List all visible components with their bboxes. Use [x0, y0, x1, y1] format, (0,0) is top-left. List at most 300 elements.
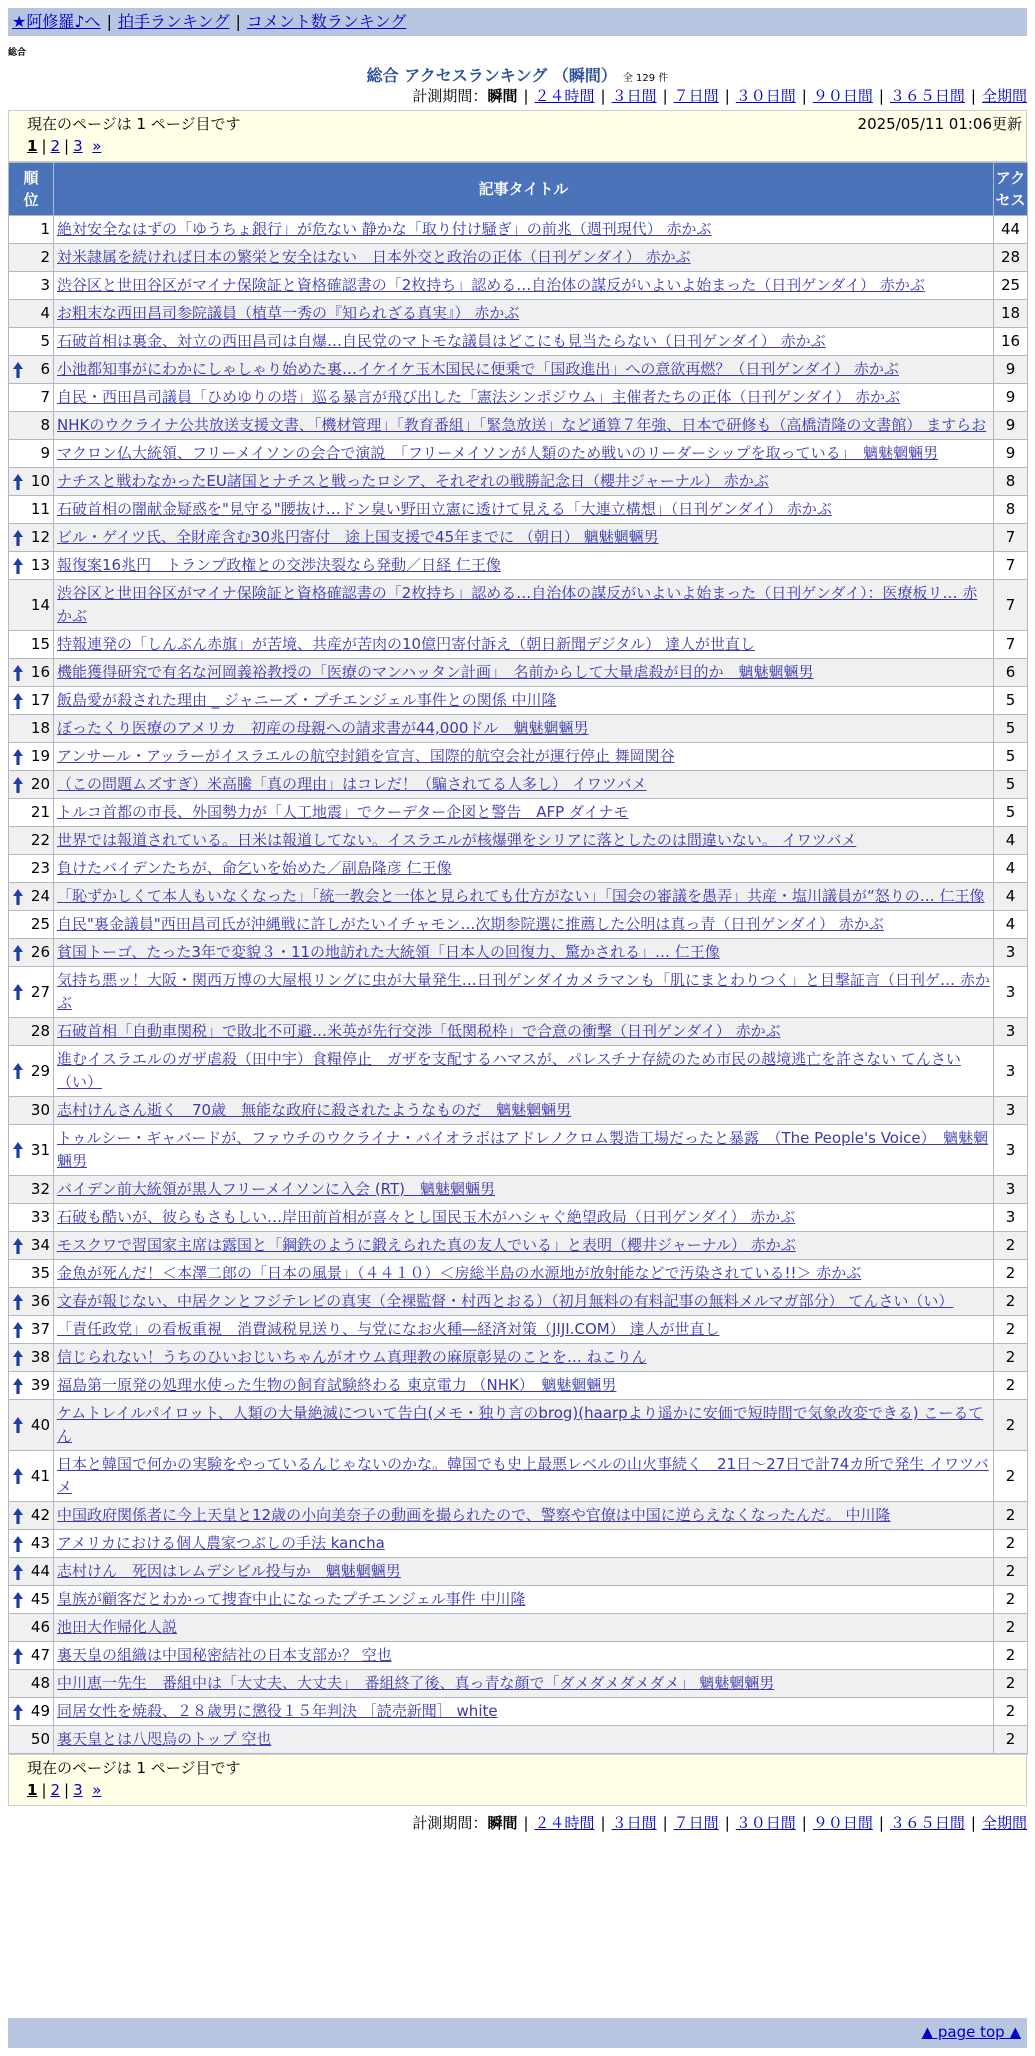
- rank-cell: [9, 1097, 54, 1125]
- access-count: 3: [994, 939, 1028, 967]
- rank-cell: [9, 1642, 54, 1670]
- article-link[interactable]: 「恥ずかしくて本人もいなくなった」「統一教会と一体と見られても仕方がない」「国会の審議を愚弄」共産・塩川議員が“怒りの… 仁王像: [57, 887, 985, 905]
- table-row: [9, 1451, 1028, 1502]
- rank-number: 1: [40, 220, 50, 238]
- title-cell: [54, 743, 994, 771]
- article-link[interactable]: 志村けん 死因はレムデシビル投与か 魑魅魍魎男: [57, 1562, 401, 1580]
- table-row: [9, 1614, 1028, 1642]
- table-row: [9, 1586, 1028, 1614]
- rank-number: 41: [30, 1466, 50, 1485]
- rank-number: 6: [40, 360, 50, 378]
- rank-number: 35: [30, 1264, 50, 1282]
- period-3d-link-bottom[interactable]: ３日間: [611, 1814, 657, 1832]
- rank-number: 47: [30, 1646, 50, 1664]
- rank-number: 31: [30, 1140, 50, 1159]
- title-cell: [54, 300, 994, 328]
- access-count: 4: [994, 911, 1028, 939]
- access-count: 3: [994, 1046, 1028, 1097]
- site-home-link[interactable]: ★阿修羅♪へ: [12, 12, 101, 31]
- page-title-text: 総合 アクセスランキング （瞬間）: [366, 66, 617, 85]
- table-row: [9, 412, 1028, 440]
- article-link[interactable]: 福島第一原発の処理水使った生物の飼育試験終わる 東京電力 （NHK） 魑魅魍魎男: [57, 1376, 617, 1394]
- rank-cell: [9, 1372, 54, 1400]
- page-2-link[interactable]: 2: [50, 137, 61, 155]
- title-cell: [54, 328, 994, 356]
- rank-cell: [9, 1698, 54, 1726]
- table-row: [9, 771, 1028, 799]
- rank-number: 46: [30, 1618, 50, 1636]
- rank-cell: [9, 1558, 54, 1586]
- rank-cell: [9, 384, 54, 412]
- rank-cell: [9, 1125, 54, 1176]
- title-cell: [54, 883, 994, 911]
- rank-number: 20: [30, 775, 50, 793]
- rank-cell: [9, 412, 54, 440]
- rank-number: 19: [30, 747, 50, 765]
- article-link[interactable]: 池田大作帰化人説: [57, 1618, 178, 1636]
- rank-cell: [9, 216, 54, 244]
- access-count: 4: [994, 883, 1028, 911]
- header-rank-label: 順 位: [23, 169, 39, 209]
- table-row: [9, 1316, 1028, 1344]
- rank-number: 25: [30, 915, 50, 933]
- title-cell: [54, 1642, 994, 1670]
- table-row: [9, 580, 1028, 631]
- rank-number: 43: [30, 1534, 50, 1552]
- rank-cell: [9, 1232, 54, 1260]
- up-arrow-icon: [13, 1704, 23, 1720]
- page-next-link-bottom[interactable]: »: [92, 1781, 102, 1799]
- article-link[interactable]: お粗末な西田昌司参院議員（植草一秀の『知られざる真実』） 赤かぶ: [57, 304, 520, 322]
- article-link[interactable]: 石破首相は裏金、対立の西田昌司は自爆…自民党のマトモな議員はどこにも見当たらない（日刊ゲンダイ） 赤かぶ: [57, 332, 826, 350]
- access-count: 5: [994, 743, 1028, 771]
- title-cell: [54, 827, 994, 855]
- access-count: 5: [994, 771, 1028, 799]
- page-3-link[interactable]: 3: [73, 137, 83, 155]
- access-count: 2: [994, 1288, 1028, 1316]
- period-24h-link[interactable]: ２４時間: [534, 87, 595, 105]
- up-arrow-icon: [13, 1508, 23, 1524]
- article-link[interactable]: 同居女性を焼殺、２８歳男に懲役１５年判決 ［読売新聞］ white: [57, 1702, 498, 1720]
- period-all-link[interactable]: 全期間: [981, 87, 1027, 105]
- article-link[interactable]: 機能獲得研究で有名な河岡義裕教授の「医療のマンハッタン計画」 名前からして大量虐殺が目的か 魑魅魍魎男: [57, 663, 814, 681]
- access-count: 3: [994, 1097, 1028, 1125]
- table-row: [9, 468, 1028, 496]
- access-count: 2: [994, 1614, 1028, 1642]
- rank-number: 24: [30, 887, 50, 905]
- article-link[interactable]: 裏天皇の組織は中国秘密結社の日本支部か？ 空也: [57, 1646, 392, 1664]
- access-count: 9: [994, 412, 1028, 440]
- page-next-link[interactable]: »: [92, 137, 102, 155]
- article-link[interactable]: 皇族が顧客だとわかって捜査中止になったプチエンジェル事件 中川隆: [57, 1590, 526, 1608]
- ranking-header-row: [9, 163, 1028, 216]
- rank-cell: [9, 967, 54, 1018]
- title-cell: [54, 1400, 994, 1451]
- table-row: [9, 524, 1028, 552]
- period-365d-link[interactable]: ３６５日間: [889, 87, 965, 105]
- title-cell: [54, 967, 994, 1018]
- rank-number: 37: [30, 1320, 50, 1338]
- article-link[interactable]: バイデン前大統領が黒人フリーメイソンに入会 (RT) 魑魅魍魎男: [57, 1180, 496, 1198]
- period-90d-link-bottom[interactable]: ９０日間: [812, 1814, 873, 1832]
- article-link[interactable]: 日本と韓国で何かの実験をやっているんじゃないのかな。韓国でも史上最悪レベルの山火事続く 21日～27日で計74カ所で発生 イワツバメ: [57, 1455, 989, 1496]
- article-link[interactable]: 絶対安全なはずの「ゆうちょ銀行」が危ない 静かな「取り付け騒ぎ」の前兆（週刊現代） 赤かぶ: [57, 220, 712, 238]
- title-cell: [54, 939, 994, 967]
- article-link[interactable]: ビル・ゲイツ氏、全財産含む30兆円寄付 途上国支援で45年までに （朝日） 魑魅魍魎男: [57, 528, 659, 546]
- title-cell: [54, 1344, 994, 1372]
- rank-cell: [9, 939, 54, 967]
- up-arrow-icon: [13, 558, 23, 574]
- page-title: [0, 63, 1035, 86]
- up-arrow-icon: [13, 1536, 23, 1552]
- access-count: 2: [994, 1558, 1028, 1586]
- access-count: 9: [994, 356, 1028, 384]
- clap-ranking-link[interactable]: 拍手ランキング: [117, 12, 230, 31]
- access-count: 4: [994, 855, 1028, 883]
- title-cell: [54, 687, 994, 715]
- article-link[interactable]: （この問題ムズすぎ）米高騰「真の理由」はコレだ！（騙されてる人多し） イワツバメ: [57, 775, 647, 793]
- article-link[interactable]: 飯島愛が殺された理由 _ ジャニーズ・プチエンジェル事件との関係 中川隆: [57, 691, 557, 709]
- title-cell: [54, 771, 994, 799]
- rank-number: 28: [30, 1022, 50, 1040]
- rank-number: 42: [30, 1506, 50, 1524]
- page-info-bottom: [8, 1754, 1027, 1806]
- article-link[interactable]: 渋谷区と世田谷区がマイナ保険証と資格確認書の「2枚持ち」認める…自治体の謀反がいよいよ始まった（日刊ゲンダイ） 赤かぶ: [57, 276, 925, 294]
- access-count: 2: [994, 1260, 1028, 1288]
- access-count: 5: [994, 687, 1028, 715]
- header-title: 記事タイトル: [54, 163, 994, 216]
- access-count: 3: [994, 1204, 1028, 1232]
- table-row: [9, 631, 1028, 659]
- title-cell: [54, 412, 994, 440]
- period-90d-link[interactable]: ９０日間: [812, 87, 873, 105]
- title-cell: [54, 580, 994, 631]
- page-info-top: [8, 110, 1027, 162]
- article-link[interactable]: 石破首相「自動車関税」で敗北不可避…米英が先行交渉「低関税枠」で合意の衝撃（日刊ゲンダイ） 赤かぶ: [57, 1022, 781, 1040]
- page-top-link[interactable]: ▲ page top ▲: [921, 2023, 1021, 2041]
- article-link[interactable]: 対米隷属を続ければ日本の繁栄と安全はない 日本外交と政治の正体（日刊ゲンダイ） 赤かぶ: [57, 248, 691, 266]
- up-arrow-icon: [13, 1350, 23, 1366]
- period-30d-link-bottom[interactable]: ３０日間: [735, 1814, 796, 1832]
- table-row: [9, 1260, 1028, 1288]
- access-count: 3: [994, 967, 1028, 1018]
- access-count: 2: [994, 1372, 1028, 1400]
- title-cell: [54, 1502, 994, 1530]
- access-count: 2: [994, 1698, 1028, 1726]
- access-count: 5: [994, 799, 1028, 827]
- period-3d-link[interactable]: ３日間: [611, 87, 657, 105]
- access-count: 7: [994, 631, 1028, 659]
- article-link[interactable]: 中国政府関係者に今上天皇と12歳の小向美奈子の動画を撮られたので、警察や官僚は中国に逆らえなくなったんだ。 中川隆: [57, 1506, 891, 1524]
- table-row: [9, 855, 1028, 883]
- title-cell: [54, 1451, 994, 1502]
- title-cell: [54, 244, 994, 272]
- access-count: 4: [994, 827, 1028, 855]
- rank-cell: [9, 468, 54, 496]
- title-cell: [54, 1614, 994, 1642]
- table-row: [9, 687, 1028, 715]
- title-cell: [54, 356, 994, 384]
- table-row: [9, 440, 1028, 468]
- rank-number: 49: [30, 1702, 50, 1720]
- table-row: [9, 939, 1028, 967]
- article-link[interactable]: 気持ち悪ッ！大阪・関西万博の大屋根リングに虫が大量発生…日刊ゲンダイカメラマンも「肌にまとわりつく」と目撃証言（日刊ゲ… 赤かぶ: [57, 971, 990, 1012]
- period-7d-link[interactable]: ７日間: [673, 87, 719, 105]
- rank-number: 32: [30, 1180, 50, 1198]
- period-current-bottom: 瞬間: [487, 1814, 518, 1832]
- table-row: [9, 827, 1028, 855]
- up-arrow-icon: [13, 1648, 23, 1664]
- article-link[interactable]: ケムトレイルパイロット、人類の大量絶滅について告白(メモ・独り言のbrog)(haarpより遥かに安価で短時間で気象改変できる) こーるてん: [57, 1404, 984, 1445]
- up-arrow-icon: [13, 530, 23, 546]
- access-count: 5: [994, 715, 1028, 743]
- table-row: [9, 300, 1028, 328]
- title-cell: [54, 1018, 994, 1046]
- article-link[interactable]: 自民・西田昌司議員「ひめゆりの塔」巡る暴言が飛び出した「憲法シンポジウム」主催者たちの正体（日刊ゲンダイ） 赤かぶ: [57, 388, 901, 406]
- table-row: [9, 1344, 1028, 1372]
- rank-cell: [9, 1586, 54, 1614]
- rank-cell: [9, 687, 54, 715]
- rank-cell: [9, 300, 54, 328]
- rank-cell: [9, 552, 54, 580]
- period-label: 計測期間：: [412, 87, 488, 105]
- table-row: [9, 552, 1028, 580]
- title-cell: [54, 1316, 994, 1344]
- access-count: 6: [994, 659, 1028, 687]
- table-row: [9, 883, 1028, 911]
- rank-cell: [9, 1670, 54, 1698]
- title-cell: [54, 631, 994, 659]
- pagination-top: 1 | 2 | 3 »: [27, 137, 102, 155]
- article-link[interactable]: 渋谷区と世田谷区がマイナ保険証と資格確認書の「2枚持ち」認める…自治体の謀反がいよいよ始まった（日刊ゲンダイ）：医療板リ… 赤かぶ: [57, 584, 978, 625]
- up-arrow-icon: [13, 665, 23, 681]
- article-link[interactable]: 進むイスラエルのガザ虐殺（田中宇）食糧停止 ガザを支配するハマスが、パレスチナ存続のため市民の越境逃亡を許さない てんさい（い）: [57, 1050, 961, 1091]
- rank-cell: [9, 496, 54, 524]
- rank-number: 5: [40, 332, 50, 350]
- rank-number: 9: [40, 444, 50, 462]
- article-link[interactable]: 信じられない！うちのひいおじいちゃんがオウム真理教の麻原彰晃のことを… ねこりん: [57, 1348, 647, 1366]
- access-count: 2: [994, 1451, 1028, 1502]
- title-cell: [54, 1586, 994, 1614]
- up-arrow-icon: [13, 1063, 23, 1079]
- rank-number: 33: [30, 1208, 50, 1226]
- rank-number: 15: [30, 635, 50, 653]
- table-row: [9, 1288, 1028, 1316]
- rank-number: 7: [40, 388, 50, 406]
- table-row: [9, 659, 1028, 687]
- ranking-table: [8, 162, 1028, 1754]
- title-cell: [54, 384, 994, 412]
- title-cell: [54, 1558, 994, 1586]
- article-link[interactable]: アメリカにおける個人農家つぶしの手法 kancha: [57, 1534, 385, 1552]
- article-link[interactable]: マクロン仏大統領、フリーメイソンの会合で演説 「フリーメイソンが人類のため戦いのリーダーシップを取っている」 魑魅魍魎男: [57, 444, 939, 462]
- rank-number: 12: [30, 528, 50, 546]
- up-arrow-icon: [13, 693, 23, 709]
- period-selector-bottom: 計測期間：瞬間 | ２４時間 | ３日間 | ７日間 | ３０日間 | ９０日間 | ３６５日間 | 全期間: [412, 1814, 1027, 1832]
- title-cell: [54, 216, 994, 244]
- up-arrow-icon: [13, 777, 23, 793]
- article-link[interactable]: トルコ首都の市長、外国勢力が「人工地震」でクーデター企図と警告 AFP ダイナモ: [57, 803, 629, 821]
- article-link[interactable]: NHKのウクライナ公共放送支援文書、「機材管理」「教育番組」「緊急放送」など通算７年強、日本で研修も（高橋清隆の文書館） ますらお: [57, 416, 987, 434]
- rank-cell: [9, 524, 54, 552]
- access-count: 3: [994, 1125, 1028, 1176]
- title-cell: [54, 1260, 994, 1288]
- article-link[interactable]: 金魚が死んだ！＜本澤二郎の「日本の風景」（４４１０）＜房総半島の水源地が放射能などで汚染されている!!＞ 赤かぶ: [57, 1264, 862, 1282]
- rank-number: 50: [30, 1730, 50, 1748]
- table-row: [9, 1097, 1028, 1125]
- rank-number: 40: [30, 1415, 50, 1434]
- top-nav-bar: [8, 8, 1027, 36]
- title-cell: [54, 1698, 994, 1726]
- comment-ranking-link[interactable]: コメント数ランキング: [246, 12, 407, 31]
- rank-cell: [9, 1316, 54, 1344]
- article-link[interactable]: 「責任政党」の看板重視 消費減税見送り、与党になお火種―経済対策（JIJI.COM） 達人が世直し: [57, 1320, 720, 1338]
- table-row: [9, 356, 1028, 384]
- article-link[interactable]: 石破首相の闇献金疑惑を"見守る"腰抜け…ドン臭い野田立憲に透けて見える「大連立構想」（日刊ゲンダイ） 赤かぶ: [57, 500, 832, 518]
- rank-cell: [9, 1288, 54, 1316]
- access-count: 7: [994, 580, 1028, 631]
- rank-number: 26: [30, 943, 50, 961]
- article-count: 全 129 件: [622, 73, 669, 84]
- rank-cell: [9, 1530, 54, 1558]
- category-label: 総合: [8, 48, 27, 58]
- article-link[interactable]: 貧国トーゴ、たった3年で変貌３・11の地訪れた大統領「日本人の回復力、驚かされる」… 仁王像: [57, 943, 720, 961]
- table-row: [9, 1372, 1028, 1400]
- access-count: 3: [994, 1018, 1028, 1046]
- table-row: [9, 1176, 1028, 1204]
- rank-cell: [9, 827, 54, 855]
- table-row: [9, 1232, 1028, 1260]
- rank-number: 13: [30, 556, 50, 574]
- rank-number: 36: [30, 1292, 50, 1310]
- period-365d-link-bottom[interactable]: ３６５日間: [889, 1814, 965, 1832]
- title-cell: [54, 468, 994, 496]
- period-all-link-bottom[interactable]: 全期間: [981, 1814, 1027, 1832]
- article-link[interactable]: 特報連発の「しんぶん赤旗」が苦境、共産が苦肉の10億円寄付訴え（朝日新聞デジタル） 達人が世直し: [57, 635, 755, 653]
- article-link[interactable]: アンサール・アッラーがイスラエルの航空封鎖を宣言、国際的航空会社が運行停止 舞岡関谷: [57, 747, 675, 765]
- rank-number: 8: [40, 416, 50, 434]
- rank-number: 2: [40, 248, 50, 266]
- access-count: 44: [994, 216, 1028, 244]
- table-row: [9, 272, 1028, 300]
- up-arrow-icon: [13, 1378, 23, 1394]
- rank-cell: [9, 1260, 54, 1288]
- access-count: 25: [994, 272, 1028, 300]
- article-link[interactable]: ぼったくり医療のアメリカ 初産の母親への請求書が44,000ドル 魑魅魍魎男: [57, 719, 589, 737]
- rank-cell: [9, 1176, 54, 1204]
- title-cell: [54, 552, 994, 580]
- rank-number: 14: [30, 595, 50, 614]
- table-row: [9, 715, 1028, 743]
- up-arrow-icon: [13, 1468, 23, 1484]
- table-row: [9, 1018, 1028, 1046]
- title-cell: [54, 799, 994, 827]
- table-row: [9, 1400, 1028, 1451]
- access-count: 18: [994, 300, 1028, 328]
- up-arrow-icon: [13, 1592, 23, 1608]
- article-link[interactable]: 裏天皇とは八咫烏のトップ 空也: [57, 1730, 272, 1748]
- rank-cell: [9, 1046, 54, 1097]
- article-link[interactable]: モスクワで習国家主席は露国と「鋼鉄のように鍛えられた真の友人でいる」と表明（櫻井ジャーナル） 赤かぶ: [57, 1236, 796, 1254]
- rank-cell: [9, 631, 54, 659]
- table-row: [9, 1698, 1028, 1726]
- access-count: 7: [994, 552, 1028, 580]
- rank-number: 22: [30, 831, 50, 849]
- rank-cell: [9, 1018, 54, 1046]
- period-30d-link[interactable]: ３０日間: [735, 87, 796, 105]
- rank-cell: [9, 1502, 54, 1530]
- up-arrow-icon: [13, 984, 23, 1000]
- rank-cell: [9, 771, 54, 799]
- table-row: [9, 1558, 1028, 1586]
- access-count: 2: [994, 1670, 1028, 1698]
- title-cell: [54, 1530, 994, 1558]
- access-count: 2: [994, 1502, 1028, 1530]
- rank-number: 38: [30, 1348, 50, 1366]
- access-count: 2: [994, 1530, 1028, 1558]
- rank-number: 34: [30, 1236, 50, 1254]
- page-3-link-bottom[interactable]: 3: [73, 1781, 83, 1799]
- title-cell: [54, 855, 994, 883]
- title-cell: [54, 911, 994, 939]
- access-count: 8: [994, 496, 1028, 524]
- access-count: 2: [994, 1316, 1028, 1344]
- rank-number: 27: [30, 982, 50, 1001]
- rank-cell: [9, 715, 54, 743]
- rank-number: 48: [30, 1674, 50, 1692]
- up-arrow-icon: [13, 1142, 23, 1158]
- article-link[interactable]: 世界では報道されている。日米は報道してない。イスラエルが核爆弾をシリアに落としたのは間違いない。 イワツバメ: [57, 831, 857, 849]
- access-count: 8: [994, 468, 1028, 496]
- table-row: [9, 1046, 1028, 1097]
- header-rank: [9, 163, 54, 216]
- access-count: 7: [994, 524, 1028, 552]
- rank-cell: [9, 883, 54, 911]
- rank-number: 4: [40, 304, 50, 322]
- nav-separator: |: [235, 12, 241, 31]
- rank-cell: [9, 1614, 54, 1642]
- page-2-link-bottom[interactable]: 2: [50, 1781, 61, 1799]
- article-link[interactable]: 志村けんさん逝く 70歳 無能な政府に殺されたようなものだ 魑魅魍魎男: [57, 1101, 572, 1119]
- rank-number: 45: [30, 1590, 50, 1608]
- article-link[interactable]: 石破も酷いが、彼らもさもしい…岸田前首相が喜々とし国民玉木がハシャぐ絶望政局（日刊ゲンダイ） 赤かぶ: [57, 1208, 796, 1226]
- period-current: 瞬間: [487, 87, 518, 105]
- article-link[interactable]: 中川恵一先生 番組中は「大丈夫、大丈夫」 番組終了後、真っ青な顔で「ダメダメダメダメ」 魑魅魍魎男: [57, 1674, 775, 1692]
- article-link[interactable]: 文春が報じない、中居クンとフジテレビの真実（全裸監督・村西とおる）（初月無料の有料記事の無料メルマガ部分） てんさい（い）: [57, 1292, 954, 1310]
- rank-number: 21: [30, 803, 50, 821]
- article-link[interactable]: 負けたバイデンたちが、命乞いを始めた／副島隆彦 仁王像: [57, 859, 452, 877]
- article-link[interactable]: ナチスと戦わなかったEU諸国とナチスと戦ったロシア、それぞれの戦勝記念日（櫻井ジャーナル） 赤かぶ: [57, 472, 769, 490]
- rank-cell: [9, 328, 54, 356]
- access-count: 28: [994, 244, 1028, 272]
- article-link[interactable]: トゥルシー・ギャバードが、ファウチのウクライナ・バイオラボはアドレノクロム製造工場だったと暴露 （The People's Voice） 魑魅魍魎男: [57, 1129, 989, 1170]
- period-24h-link-bottom[interactable]: ２４時間: [534, 1814, 595, 1832]
- current-page-text: 現在のページは 1 ページ目です: [27, 115, 241, 133]
- rank-cell: [9, 1204, 54, 1232]
- period-7d-link-bottom[interactable]: ７日間: [673, 1814, 719, 1832]
- access-count: 2: [994, 1726, 1028, 1754]
- article-link[interactable]: 自民"裏金議員"西田昌司氏が沖縄戦に許しがたいイチャモン…次期参院選に推薦した公明は真っ青（日刊ゲンダイ） 赤かぶ: [57, 915, 884, 933]
- title-cell: [54, 524, 994, 552]
- access-count: 2: [994, 1232, 1028, 1260]
- rank-cell: [9, 1451, 54, 1502]
- up-arrow-icon: [13, 474, 23, 490]
- rank-number: 30: [30, 1101, 50, 1119]
- article-link[interactable]: 報復案16兆円 トランプ政権との交渉決裂なら発動／日経 仁王像: [57, 556, 501, 574]
- up-arrow-icon: [13, 362, 23, 378]
- up-arrow-icon: [13, 1417, 23, 1433]
- article-link[interactable]: 小池都知事がにわかにしゃしゃり始めた裏…イケイケ玉木国民に便乗で「国政進出」への意欲再燃？（日刊ゲンダイ） 赤かぶ: [57, 360, 899, 378]
